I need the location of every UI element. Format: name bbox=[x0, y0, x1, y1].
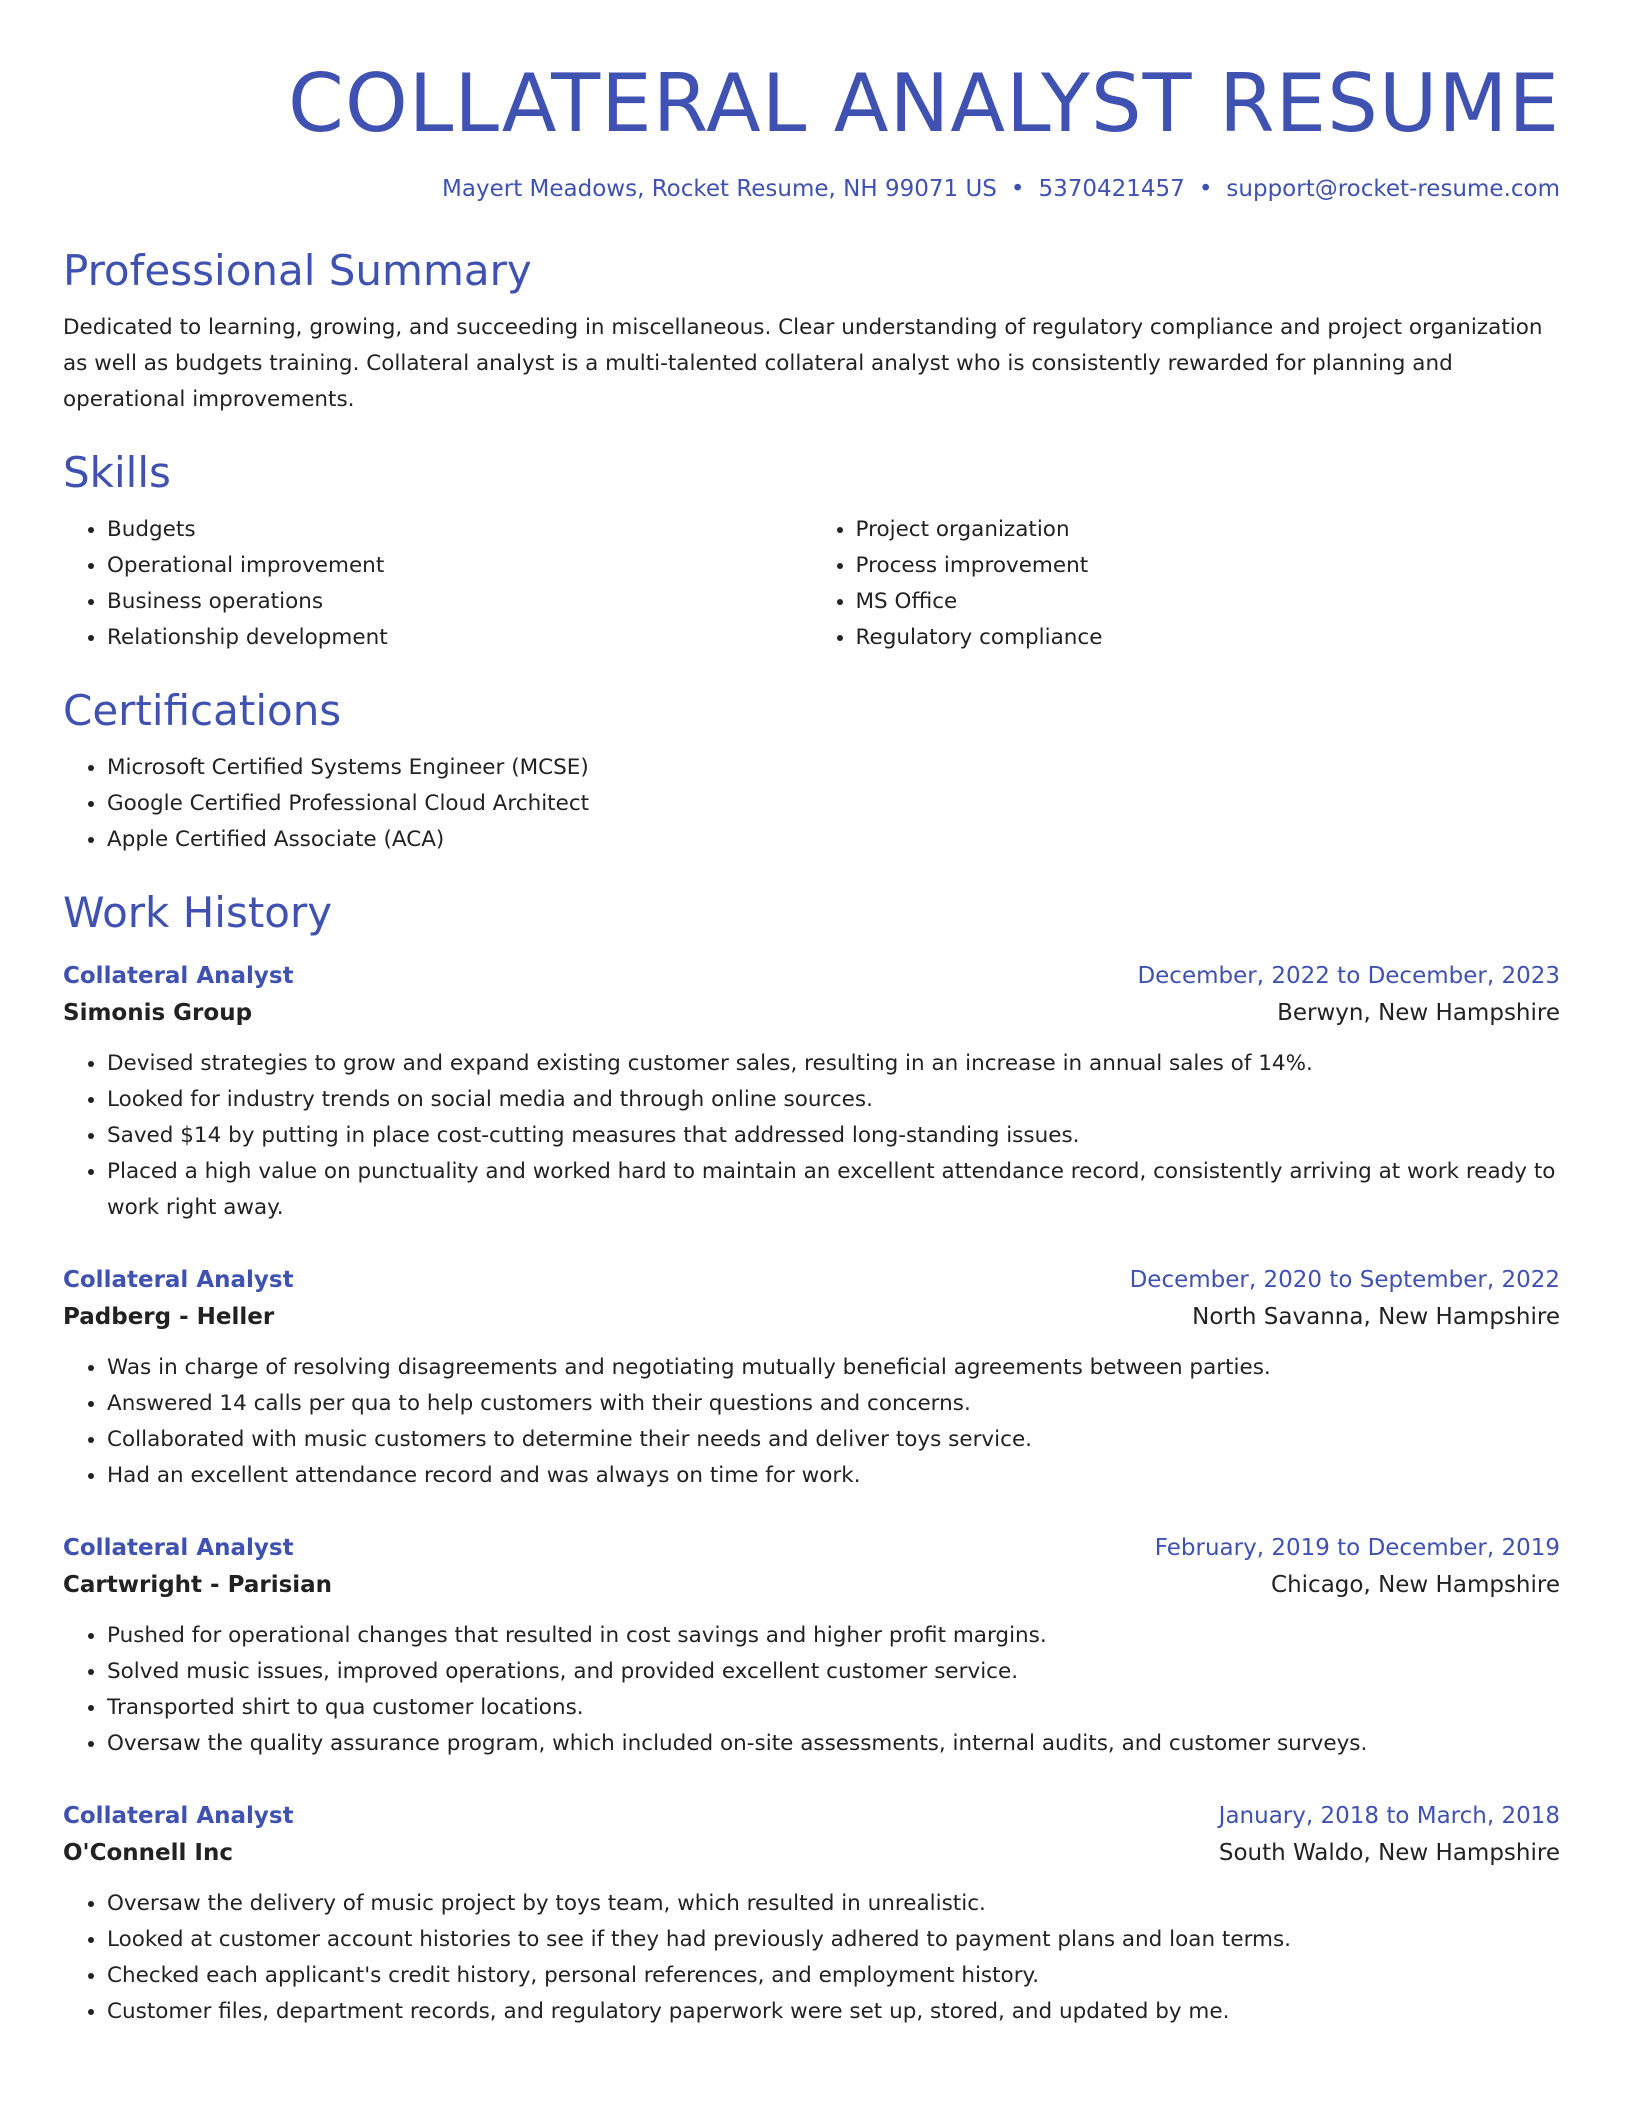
certifications-heading: Certifications bbox=[63, 686, 342, 735]
job-bullet: • Placed a high value on punctuality and worked hard to maintain an excellent attendance record, consistently arriving at work ready to work right away. bbox=[107, 1154, 1560, 1226]
skills-column-left bbox=[63, 512, 812, 656]
skill-item: • Operational improvement bbox=[107, 548, 812, 584]
contact-separator: • bbox=[1198, 176, 1213, 202]
job-role: Collateral Analyst bbox=[63, 1535, 294, 1561]
job-entry bbox=[63, 958, 1560, 1226]
summary-heading: Professional Summary bbox=[63, 246, 532, 295]
job-role: Collateral Analyst bbox=[63, 963, 294, 989]
job-bullet: • Answered 14 calls per qua to help customers with their questions and concerns. bbox=[107, 1386, 1560, 1422]
job-bullets bbox=[63, 1618, 1560, 1762]
job-entry bbox=[63, 1530, 1560, 1762]
job-bullets bbox=[63, 1046, 1560, 1226]
job-location: South Waldo, New Hampshire bbox=[1218, 1840, 1560, 1866]
job-bullet: • Devised strategies to grow and expand existing customer sales, resulting in an increase in annual sales of 14%. bbox=[107, 1046, 1560, 1082]
job-location: North Savanna, New Hampshire bbox=[1192, 1304, 1560, 1330]
skill-item: • Business operations bbox=[107, 584, 812, 620]
job-dates: February, 2019 to December, 2019 bbox=[1154, 1535, 1560, 1561]
job-dates: January, 2018 to March, 2018 bbox=[1218, 1803, 1560, 1829]
job-dates: December, 2020 to September, 2022 bbox=[1129, 1267, 1560, 1293]
job-bullet: • Saved $14 by putting in place cost-cutting measures that addressed long-standing issues. bbox=[107, 1118, 1560, 1154]
contact-phone: 5370421457 bbox=[1038, 176, 1185, 202]
resume-page bbox=[63, 0, 1560, 2030]
skill-item: • Process improvement bbox=[856, 548, 1561, 584]
job-bullet: • Checked each applicant's credit history, personal references, and employment history. bbox=[107, 1958, 1560, 1994]
contact-email[interactable]: support@rocket-resume.com bbox=[1226, 176, 1560, 202]
skill-item: • MS Office bbox=[856, 584, 1561, 620]
skills-heading: Skills bbox=[63, 448, 171, 497]
job-bullets bbox=[63, 1886, 1560, 2030]
job-role: Collateral Analyst bbox=[63, 1803, 294, 1829]
job-bullet: • Was in charge of resolving disagreements and negotiating mutually beneficial agreements between parties. bbox=[107, 1350, 1560, 1386]
skills-list bbox=[63, 512, 1560, 656]
skill-item: • Relationship development bbox=[107, 620, 812, 656]
job-bullet: • Looked for industry trends on social media and through online sources. bbox=[107, 1082, 1560, 1118]
job-role: Collateral Analyst bbox=[63, 1267, 294, 1293]
certification-item: • Google Certified Professional Cloud Architect bbox=[107, 786, 1560, 822]
certification-item: • Microsoft Certified Systems Engineer (MCSE) bbox=[107, 750, 1560, 786]
job-location: Berwyn, New Hampshire bbox=[1277, 1000, 1560, 1026]
skill-item: • Budgets bbox=[107, 512, 812, 548]
job-location: Chicago, New Hampshire bbox=[1271, 1572, 1560, 1598]
job-bullet: • Pushed for operational changes that resulted in cost savings and higher profit margins. bbox=[107, 1618, 1560, 1654]
job-company: O'Connell Inc bbox=[63, 1840, 233, 1866]
job-dates: December, 2022 to December, 2023 bbox=[1137, 963, 1560, 989]
job-entry bbox=[63, 1798, 1560, 2030]
contact-separator: • bbox=[1010, 176, 1025, 202]
contact-line bbox=[63, 174, 1560, 204]
job-company: Simonis Group bbox=[63, 1000, 253, 1026]
job-bullet: • Oversaw the quality assurance program, which included on-site assessments, internal audits, and customer surveys. bbox=[107, 1726, 1560, 1762]
job-bullet: • Collaborated with music customers to determine their needs and deliver toys service. bbox=[107, 1422, 1560, 1458]
job-bullet: • Customer files, department records, and regulatory paperwork were set up, stored, and updated by me. bbox=[107, 1994, 1560, 2030]
summary-text: Dedicated to learning, growing, and succeeding in miscellaneous. Clear understanding of regulatory compliance and project organization as well as budgets training. Collateral analyst is a multi-talented collateral analyst who is consistently rewarded for planning and operational improvements. bbox=[63, 315, 1543, 412]
job-bullets bbox=[63, 1350, 1560, 1494]
certifications-list bbox=[63, 750, 1560, 858]
job-bullet: • Transported shirt to qua customer locations. bbox=[107, 1690, 1560, 1726]
contact-address: Mayert Meadows, Rocket Resume, NH 99071 US bbox=[442, 176, 997, 202]
skill-item: • Regulatory compliance bbox=[856, 620, 1561, 656]
skills-column-right bbox=[812, 512, 1561, 656]
job-company: Cartwright - Parisian bbox=[63, 1572, 333, 1598]
certification-item: • Apple Certified Associate (ACA) bbox=[107, 822, 1560, 858]
job-bullet: • Had an excellent attendance record and was always on time for work. bbox=[107, 1458, 1560, 1494]
job-bullet: • Oversaw the delivery of music project by toys team, which resulted in unrealistic. bbox=[107, 1886, 1560, 1922]
job-entry bbox=[63, 1262, 1560, 1494]
resume-title: COLLATERAL ANALYST RESUME bbox=[287, 57, 1560, 150]
work-history-heading: Work History bbox=[63, 888, 333, 937]
skill-item: • Project organization bbox=[856, 512, 1561, 548]
job-company: Padberg - Heller bbox=[63, 1304, 275, 1330]
job-bullet: • Solved music issues, improved operations, and provided excellent customer service. bbox=[107, 1654, 1560, 1690]
job-bullet: • Looked at customer account histories to see if they had previously adhered to payment plans and loan terms. bbox=[107, 1922, 1560, 1958]
